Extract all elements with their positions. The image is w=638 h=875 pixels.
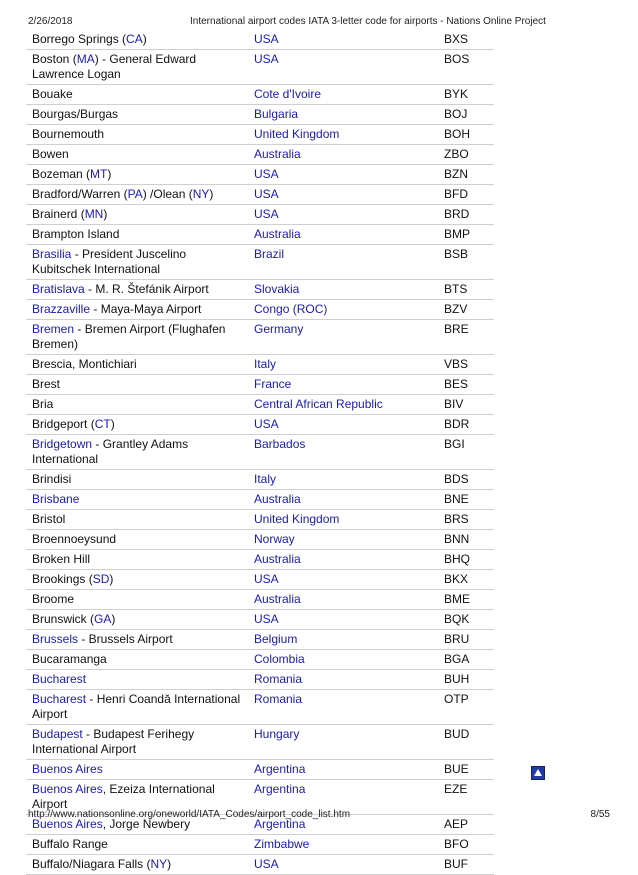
city-cell (26, 490, 248, 510)
table-row (26, 550, 494, 570)
city-text: - Grantley Adams International (32, 437, 189, 466)
country-cell (248, 300, 438, 320)
country-link[interactable]: Colombia (254, 652, 305, 666)
city-text: , Jorge Newbery (102, 817, 191, 831)
city-cell (26, 50, 248, 85)
city-text: Buffalo/Niagara Falls ( (32, 857, 151, 871)
country-cell (248, 320, 438, 355)
city-cell (26, 375, 248, 395)
city-text: - Henri Coandă International Airport (32, 692, 241, 721)
city-text: Bozeman ( (32, 167, 91, 181)
city-cell (26, 570, 248, 590)
country-link[interactable]: Australia (254, 147, 301, 161)
country-link[interactable]: Bulgaria (254, 107, 299, 121)
city-cell (26, 435, 248, 470)
city-link[interactable]: CA (126, 32, 143, 46)
country-link[interactable]: Romania (254, 672, 303, 686)
city-link[interactable]: Bremen (32, 322, 75, 336)
country-link[interactable]: United Kingdom (254, 127, 340, 141)
city-text: - Maya-Maya Airport (90, 302, 202, 316)
table-row (26, 320, 494, 355)
country-link[interactable]: Belgium (254, 632, 298, 646)
country-link[interactable]: Australia (254, 492, 301, 506)
city-cell (26, 395, 248, 415)
city-text: Bourgas/Burgas (32, 107, 119, 121)
city-text: Bristol (32, 512, 66, 526)
city-link[interactable]: Brasilia (32, 247, 72, 261)
country-link[interactable]: Zimbabwe (254, 837, 310, 851)
city-text: Brookings ( (32, 572, 93, 586)
city-text: ) (142, 32, 147, 46)
table-row (26, 415, 494, 435)
city-text: Brunswick ( (32, 612, 95, 626)
city-link[interactable]: MN (84, 207, 104, 221)
country-link[interactable]: Argentina (254, 817, 306, 831)
city-text: Brainerd ( (32, 207, 85, 221)
city-link[interactable]: SD (92, 572, 110, 586)
country-cell (248, 835, 438, 855)
print-date: 2/26/2018 (28, 16, 73, 27)
city-cell (26, 85, 248, 105)
airport-code-table (26, 30, 494, 875)
iata-code-cell: BDS (438, 470, 494, 490)
city-text: ) - General Edward Lawrence Logan (32, 52, 197, 81)
country-cell (248, 470, 438, 490)
city-text: Bowen (32, 147, 69, 161)
country-cell (248, 185, 438, 205)
table-row (26, 490, 494, 510)
iata-code-cell: BYK (438, 85, 494, 105)
country-cell (248, 105, 438, 125)
table-row (26, 530, 494, 550)
city-cell (26, 30, 248, 50)
city-text: ) (209, 187, 214, 201)
city-link[interactable]: GA (94, 612, 112, 626)
city-link[interactable]: Bratislava (32, 282, 85, 296)
table-row (26, 355, 494, 375)
city-link[interactable]: MT (90, 167, 108, 181)
table-row (26, 30, 494, 50)
iata-code-cell: BFD (438, 185, 494, 205)
country-cell (248, 855, 438, 875)
iata-code-cell: BXS (438, 30, 494, 50)
city-text: Borrego Springs ( (32, 32, 127, 46)
city-cell (26, 105, 248, 125)
country-link[interactable]: Germany (254, 322, 304, 336)
city-link[interactable]: Brazzaville (32, 302, 91, 316)
country-link[interactable]: USA (254, 32, 279, 46)
iata-code-cell: AEP (438, 815, 494, 835)
city-cell (26, 725, 248, 760)
table-row (26, 145, 494, 165)
page-title: International airport codes IATA 3-letter code for airports - Nations Online Project (190, 16, 546, 27)
iata-code-cell: EZE (438, 780, 494, 815)
iata-code-cell: BZN (438, 165, 494, 185)
city-cell (26, 415, 248, 435)
country-link[interactable]: Argentina (254, 762, 306, 776)
table-row (26, 375, 494, 395)
iata-code-cell: BME (438, 590, 494, 610)
country-cell (248, 355, 438, 375)
country-link[interactable]: Central African Republic (254, 397, 383, 411)
city-text: Bournemouth (32, 127, 105, 141)
country-link[interactable]: Argentina (254, 782, 306, 796)
city-link[interactable]: Buenos Aires (32, 817, 103, 831)
city-cell (26, 610, 248, 630)
table-row (26, 855, 494, 875)
iata-code-cell: OTP (438, 690, 494, 725)
city-cell (26, 205, 248, 225)
city-text: Bucaramanga (32, 652, 107, 666)
city-cell (26, 550, 248, 570)
country-cell (248, 650, 438, 670)
country-link[interactable]: USA (254, 167, 279, 181)
iata-code-cell: BOH (438, 125, 494, 145)
country-link[interactable]: Romania (254, 692, 303, 706)
city-cell (26, 225, 248, 245)
city-link[interactable]: Buenos Aires (32, 762, 103, 776)
city-cell (26, 280, 248, 300)
iata-code-cell: VBS (438, 355, 494, 375)
country-cell (248, 435, 438, 470)
table-row (26, 670, 494, 690)
city-link[interactable]: Bucharest (32, 692, 87, 706)
iata-code-cell: BFO (438, 835, 494, 855)
table-row (26, 395, 494, 415)
country-cell (248, 490, 438, 510)
country-link[interactable]: United Kingdom (254, 512, 340, 526)
country-cell (248, 30, 438, 50)
iata-code-cell: BTS (438, 280, 494, 300)
table-row (26, 760, 494, 780)
iata-code-cell: BRU (438, 630, 494, 650)
city-text: Bradford/Warren ( (32, 187, 128, 201)
city-text: Broome (32, 592, 75, 606)
country-cell (248, 670, 438, 690)
table-row (26, 85, 494, 105)
table-row (26, 165, 494, 185)
iata-code-cell: BSB (438, 245, 494, 280)
country-cell (248, 280, 438, 300)
table-row (26, 650, 494, 670)
city-text: Bridgeport ( (32, 417, 95, 431)
city-text: - Bremen Airport (Flughafen Bremen) (32, 322, 226, 351)
iata-code-cell: BUH (438, 670, 494, 690)
iata-code-cell: BKX (438, 570, 494, 590)
country-cell (248, 205, 438, 225)
city-cell (26, 355, 248, 375)
iata-code-cell: BGI (438, 435, 494, 470)
city-link[interactable]: Buenos Aires (32, 782, 103, 796)
city-cell (26, 650, 248, 670)
city-text: Brampton Island (32, 227, 120, 241)
city-link[interactable]: Bucharest (32, 672, 87, 686)
iata-code-cell: BRE (438, 320, 494, 355)
country-cell (248, 510, 438, 530)
city-link[interactable]: Brisbane (32, 492, 80, 506)
table-row (26, 280, 494, 300)
page-url: http://www.nationsonline.org/oneworld/IATA_Codes/airport_code_list.htm (28, 809, 351, 820)
country-cell (248, 530, 438, 550)
city-text: - Brussels Airport (78, 632, 173, 646)
country-cell (248, 85, 438, 105)
country-link[interactable]: Congo (ROC) (254, 302, 328, 316)
table-row (26, 470, 494, 490)
country-cell (248, 225, 438, 245)
city-cell (26, 760, 248, 780)
city-cell (26, 300, 248, 320)
iata-code-cell: BUF (438, 855, 494, 875)
iata-code-cell: BES (438, 375, 494, 395)
table-row (26, 125, 494, 145)
country-cell (248, 590, 438, 610)
iata-code-cell: BOS (438, 50, 494, 85)
city-text: ) (103, 207, 108, 221)
iata-code-cell: BRD (438, 205, 494, 225)
table-body (26, 30, 494, 875)
scroll-to-top-icon[interactable] (531, 766, 545, 780)
table-row (26, 435, 494, 470)
table-row (26, 725, 494, 760)
city-text: Buffalo Range (32, 837, 108, 851)
city-link[interactable]: PA (127, 187, 143, 201)
country-cell (248, 570, 438, 590)
iata-code-cell: BHQ (438, 550, 494, 570)
iata-code-cell: BRS (438, 510, 494, 530)
iata-code-cell: BDR (438, 415, 494, 435)
city-cell (26, 835, 248, 855)
country-cell (248, 245, 438, 280)
country-link[interactable]: France (254, 377, 292, 391)
city-text: Brest (32, 377, 61, 391)
table-row (26, 205, 494, 225)
city-text: Bouake (32, 87, 73, 101)
city-cell (26, 670, 248, 690)
city-cell (26, 165, 248, 185)
country-link[interactable]: Italy (254, 357, 277, 371)
country-link[interactable]: Brazil (254, 247, 285, 261)
country-cell (248, 550, 438, 570)
city-cell (26, 125, 248, 145)
country-cell (248, 415, 438, 435)
table-row (26, 630, 494, 650)
country-cell (248, 760, 438, 780)
city-cell (26, 245, 248, 280)
city-text: ) (109, 572, 114, 586)
city-cell (26, 145, 248, 165)
table-row (26, 50, 494, 85)
city-text: ) (167, 857, 172, 871)
city-text: - President Juscelino Kubitschek International (32, 247, 187, 276)
city-link[interactable]: NY (150, 857, 168, 871)
city-cell (26, 590, 248, 610)
city-link[interactable]: Bridgetown (32, 437, 93, 451)
city-cell (26, 690, 248, 725)
country-cell (248, 725, 438, 760)
country-link[interactable]: Australia (254, 592, 301, 606)
country-link[interactable]: USA (254, 572, 279, 586)
city-text: - M. R. Štefánik Airport (84, 282, 209, 296)
country-link[interactable]: Australia (254, 227, 301, 241)
city-text: , Ezeiza International Airport (32, 782, 215, 811)
iata-code-cell: BIV (438, 395, 494, 415)
country-link[interactable]: USA (254, 417, 279, 431)
city-link[interactable]: CT (94, 417, 111, 431)
iata-code-cell: BUE (438, 760, 494, 780)
country-link[interactable]: Hungary (254, 727, 300, 741)
iata-code-cell: BNN (438, 530, 494, 550)
country-link[interactable]: Australia (254, 552, 301, 566)
city-text: - Budapest Ferihegy International Airport (32, 727, 195, 756)
country-link[interactable]: USA (254, 187, 279, 201)
country-link[interactable]: Norway (254, 532, 295, 546)
city-cell (26, 855, 248, 875)
city-text: ) (111, 612, 116, 626)
country-cell (248, 165, 438, 185)
table-row (26, 570, 494, 590)
country-link[interactable]: Cote d'Ivoire (254, 87, 321, 101)
city-link[interactable]: MA (76, 52, 95, 66)
city-link[interactable]: Brussels (32, 632, 79, 646)
city-text: Broennoeysund (32, 532, 117, 546)
city-text: Bria (32, 397, 54, 411)
city-text: Broken Hill (32, 552, 91, 566)
country-cell (248, 610, 438, 630)
country-link[interactable]: USA (254, 857, 279, 871)
city-link[interactable]: Budapest (32, 727, 83, 741)
table-row (26, 610, 494, 630)
city-text: Brindisi (32, 472, 72, 486)
table-row (26, 245, 494, 280)
city-cell (26, 530, 248, 550)
page-number: 8/55 (590, 809, 610, 820)
country-link[interactable]: USA (254, 207, 279, 221)
iata-code-cell: BUD (438, 725, 494, 760)
country-cell (248, 50, 438, 85)
country-cell (248, 125, 438, 145)
country-cell (248, 690, 438, 725)
city-cell (26, 630, 248, 650)
country-link[interactable]: Italy (254, 472, 277, 486)
table-row (26, 590, 494, 610)
city-cell (26, 320, 248, 355)
iata-code-cell: BGA (438, 650, 494, 670)
table-row (26, 185, 494, 205)
city-text: ) (107, 167, 112, 181)
country-link[interactable]: Barbados (254, 437, 306, 451)
iata-code-cell: BZV (438, 300, 494, 320)
city-cell (26, 510, 248, 530)
country-cell (248, 145, 438, 165)
city-text: ) (110, 417, 115, 431)
country-cell (248, 375, 438, 395)
country-link[interactable]: USA (254, 52, 279, 66)
iata-code-cell: BOJ (438, 105, 494, 125)
table-row (26, 510, 494, 530)
country-link[interactable]: Slovakia (254, 282, 300, 296)
iata-code-cell: BMP (438, 225, 494, 245)
table-row (26, 835, 494, 855)
city-cell (26, 185, 248, 205)
city-text: ) /Olean ( (142, 187, 193, 201)
city-link[interactable]: NY (192, 187, 210, 201)
city-text: Boston ( (32, 52, 77, 66)
country-cell (248, 395, 438, 415)
table-row (26, 225, 494, 245)
country-cell (248, 630, 438, 650)
table-row (26, 105, 494, 125)
iata-code-cell: BQK (438, 610, 494, 630)
city-text: Brescia, Montichiari (32, 357, 137, 371)
iata-code-cell: ZBO (438, 145, 494, 165)
table-row (26, 300, 494, 320)
city-cell (26, 470, 248, 490)
country-link[interactable]: USA (254, 612, 279, 626)
table-row (26, 690, 494, 725)
iata-code-cell: BNE (438, 490, 494, 510)
